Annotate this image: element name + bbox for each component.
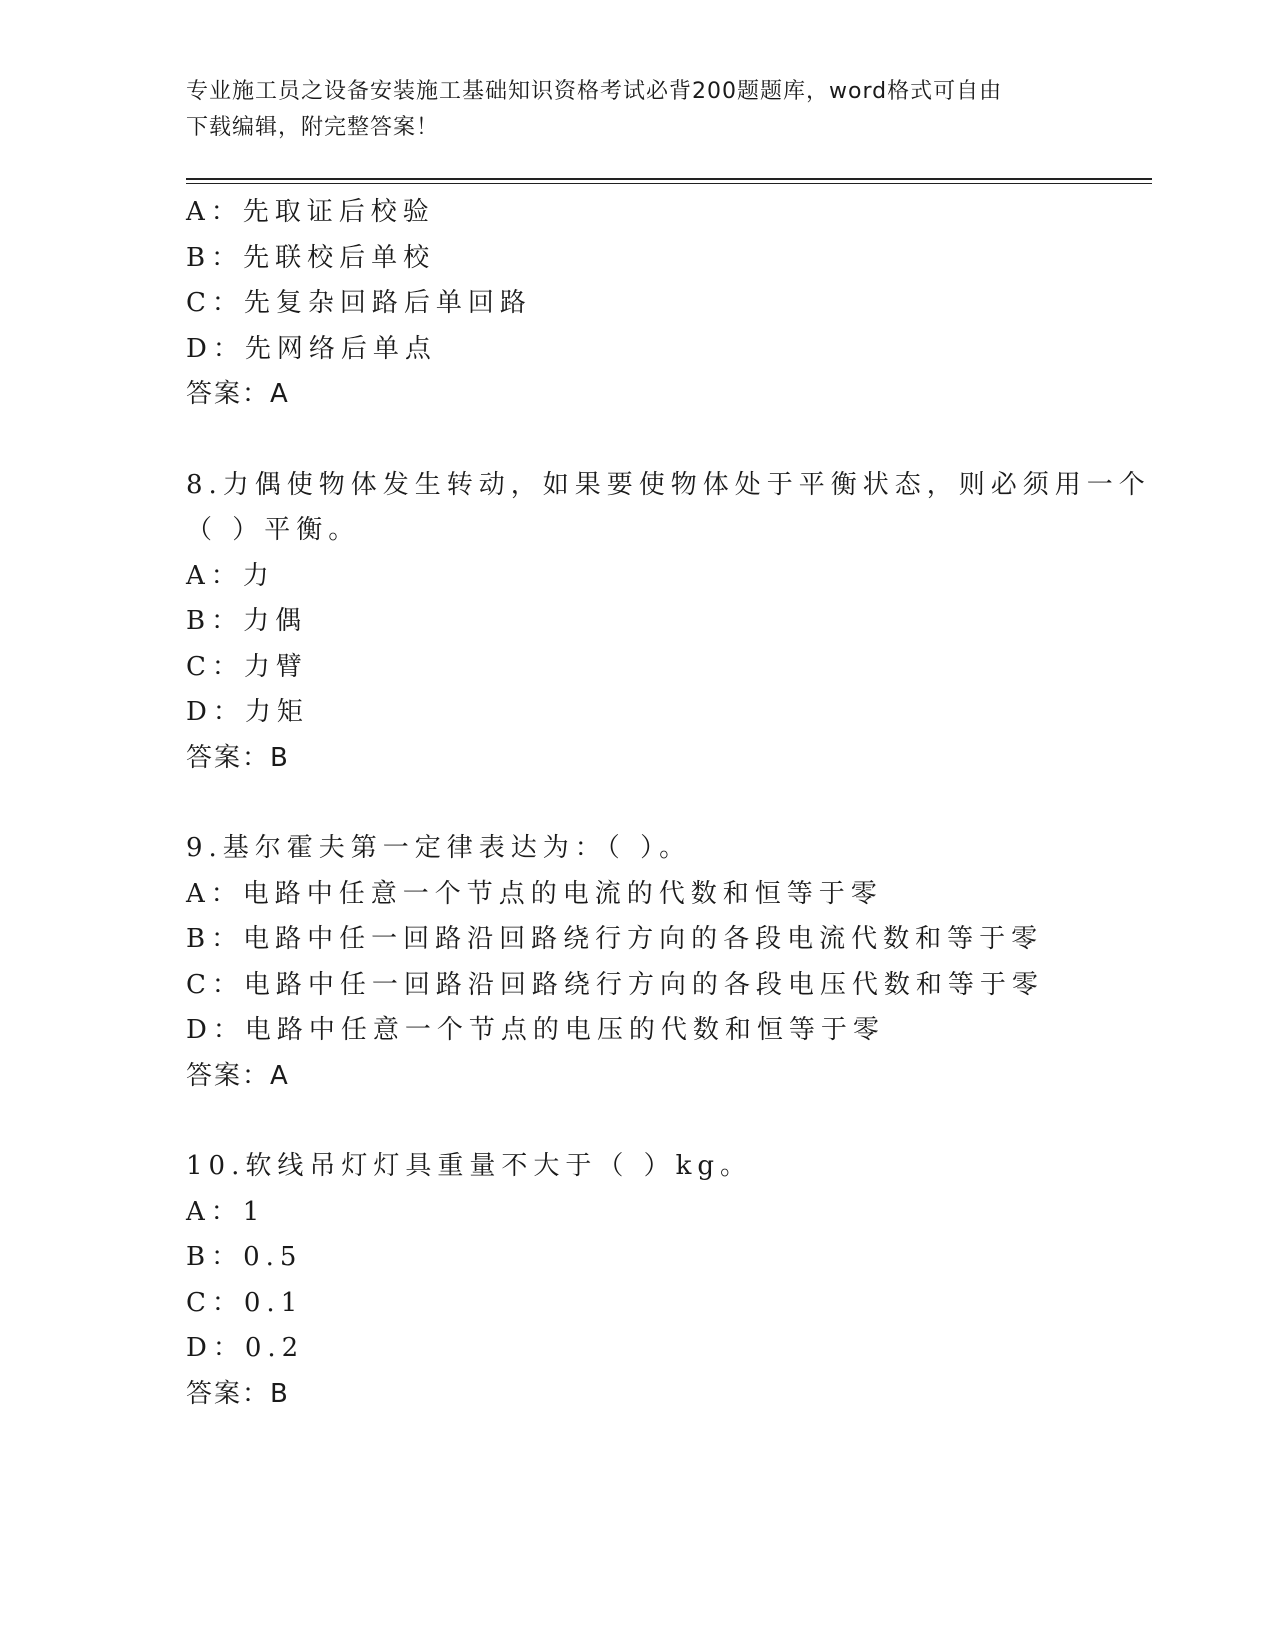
option-a: A：先取证后校验	[186, 197, 435, 227]
option-b: B：先联校后单校	[186, 242, 436, 273]
option-c: C：先复杂回路后单回路	[186, 288, 532, 318]
answer-line: 答案：A	[186, 379, 290, 409]
option-c: C：电路中任一回路沿回路绕行方向的各段电压代数和等于零	[186, 969, 1044, 1000]
option-a: A：1	[186, 1196, 266, 1227]
header-line-1: 专业施工员之设备安装施工基础知识资格考试必背200题题库，word格式可自由	[186, 79, 1003, 104]
option-b: B：电路中任一回路沿回路绕行方向的各段电流代数和等于零	[186, 924, 1044, 954]
header-line-2: 下载编辑，附完整答案！	[186, 115, 440, 140]
option-a: A：力	[186, 560, 275, 591]
question-stem: 9.基尔霍夫第一定律表达为：（ ）。	[186, 833, 692, 863]
document-header	[186, 74, 1066, 146]
spacer	[186, 1099, 1146, 1144]
question-10	[186, 1144, 1146, 1417]
question-9	[186, 826, 1146, 1099]
answer-line: 答案：A	[186, 1060, 290, 1091]
option-c: C：0.1	[186, 1287, 304, 1318]
option-d: D：先网络后单点	[186, 333, 437, 364]
question-stem: 10.软线吊灯灯具重量不大于（ ）kg。	[186, 1151, 753, 1181]
option-b: B：力偶	[186, 606, 308, 636]
question-8	[186, 463, 1151, 782]
spacer	[186, 418, 1146, 463]
answer-line: 答案：B	[186, 742, 290, 773]
spacer	[186, 781, 1146, 826]
header-divider-thin	[186, 183, 1152, 184]
option-d: D：0.2	[186, 1333, 305, 1363]
answer-line: 答案：B	[186, 1378, 290, 1409]
option-c: C：力臂	[186, 651, 308, 682]
option-d: D：电路中任意一个节点的电压的代数和恒等于零	[186, 1015, 885, 1045]
option-a: A：电路中任意一个节点的电流的代数和恒等于零	[186, 878, 883, 909]
header-divider-thick	[186, 178, 1152, 180]
question-stem-continued: （ ）平衡。	[186, 515, 361, 545]
question-list	[186, 190, 1151, 1417]
question-7	[186, 190, 1146, 418]
question-stem: 8.力偶使物体发生转动，如果要使物体处于平衡状态，则必须用一个	[186, 469, 1151, 500]
option-d: D：力矩	[186, 697, 309, 727]
option-b: B：0.5	[186, 1242, 303, 1272]
